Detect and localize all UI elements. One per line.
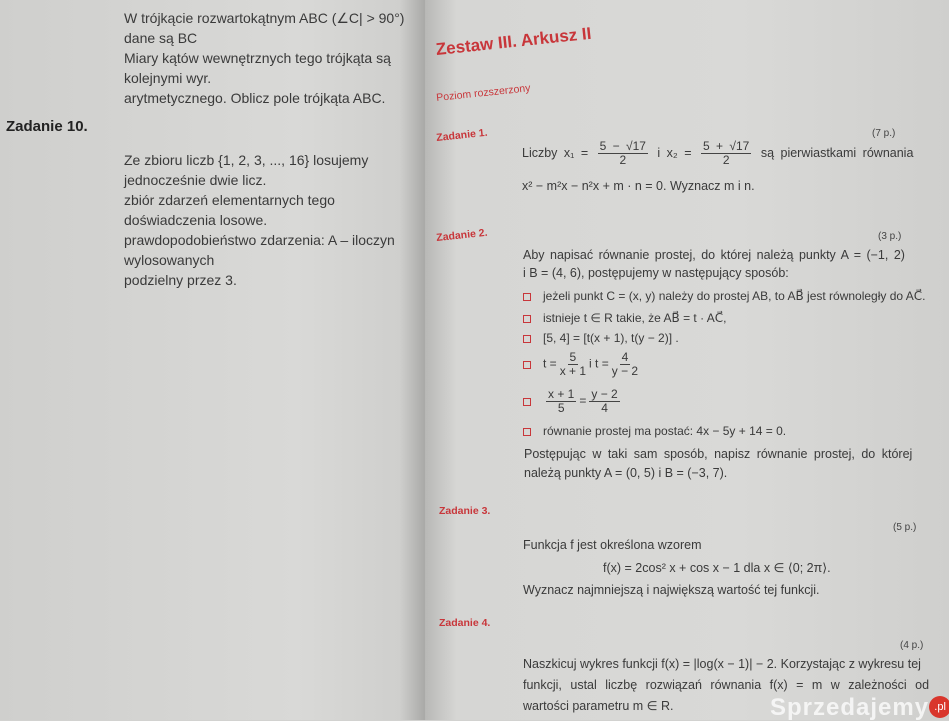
- text: są pierwiastkami równania: [760, 145, 914, 160]
- task3-formula: f(x) = 2cos² x + cos x − 1 dla x ∈ ⟨0; 2π⟩.: [603, 561, 831, 575]
- fraction: [560, 351, 586, 378]
- task3-points: (5 p.): [893, 522, 917, 533]
- numerator: 5 − √17: [599, 139, 646, 153]
- text: t =: [543, 356, 557, 371]
- task2-step: [523, 351, 641, 378]
- text: istnieje t ∈ R takie, że AB⃗ = t · AC⃗,: [543, 311, 727, 325]
- text: jeżeli punkt C = (x, y) należy do prostej AB, to AB⃗ jest równoległy do AC⃗.: [543, 289, 926, 303]
- task2-step: $\frac{x + 1}{5}$ = $\frac{y - 2}{4}$: [523, 388, 623, 415]
- task4-line: Naszkicuj wykres funkcji f(x) = |log(x − 1)| − 2. Korzystając z wykresu tej: [523, 657, 921, 671]
- task2-intro: i B = (4, 6), postępujemy w następujący sposób:: [523, 266, 789, 280]
- task10-line: zbiór zdarzeń elementarnych tego doświadczenia losowe.: [124, 192, 335, 228]
- task2-step: [523, 328, 679, 348]
- prev-task-line: arytmetycznego. Oblicz pole trójkąta ABC.: [124, 90, 386, 106]
- text: i t =: [589, 356, 609, 371]
- bullet-icon: [523, 398, 531, 406]
- denominator: y − 2: [611, 364, 639, 378]
- denominator: 5: [557, 401, 565, 415]
- section-title: Zestaw III. Arkusz II: [434, 23, 593, 60]
- watermark-badge: .pl: [929, 696, 949, 718]
- denominator: x + 1: [559, 364, 587, 378]
- numerator: x + 1: [548, 387, 575, 401]
- task3-line: Funkcja f jest określona wzorem: [523, 538, 702, 552]
- level-label: Poziom rozszerzony: [435, 82, 532, 104]
- text: Liczby x₁ =: [522, 145, 589, 160]
- task10-line: Ze zbioru liczb {1, 2, 3, ..., 16} losujemy jednocześnie dwie licz.: [124, 152, 369, 188]
- task4-points: (4 p.): [900, 640, 924, 651]
- task10-heading: Zadanie 10.: [6, 118, 88, 135]
- task2-step: [523, 308, 726, 328]
- task1-line2: x² − m²x − n²x + m · n = 0. Wyznacz m i n.: [522, 179, 755, 193]
- task10-line: prawdopodobieństwo zdarzenia: A – iloczyn wylosowanych: [124, 232, 395, 268]
- text: i x₂ =: [657, 145, 692, 160]
- prev-task-block: [124, 8, 414, 108]
- prev-task-line: Miary kątów wewnętrznych tego trójkąta są kolejnymi wyr.: [124, 50, 391, 86]
- fraction: [612, 351, 638, 378]
- task4-line: funkcji, ustal liczbę rozwiązań równania f(x) = m w zależności od: [523, 678, 930, 692]
- task4-heading: Zadanie 4.: [439, 617, 491, 629]
- bullet-icon: [523, 315, 531, 323]
- task2-outro: Postępując w taki sam sposób, napisz równanie prostej, do której: [524, 447, 913, 461]
- task10-line: podzielny przez 3.: [124, 272, 237, 288]
- fraction: [589, 388, 619, 415]
- task2-heading: Zadanie 2.: [435, 226, 489, 244]
- task1-heading: Zadanie 1.: [435, 126, 489, 144]
- numerator: y − 2: [591, 387, 618, 401]
- text: [5, 4] = [t(x + 1), t(y − 2)] .: [543, 331, 679, 345]
- numerator: 4: [621, 350, 629, 364]
- denominator: 4: [601, 401, 608, 415]
- task1-points: (7 p.): [872, 128, 896, 139]
- prev-task-line: W trójkącie rozwartokątnym ABC (∠C| > 90°) dane są BC: [124, 10, 405, 46]
- fraction: [546, 388, 576, 415]
- task2-points: (3 p.): [878, 231, 902, 242]
- task2-intro: Aby napisać równanie prostej, do której należą punkty A = (−1, 2): [523, 248, 905, 262]
- text: równanie prostej ma postać: 4x − 5y + 14 = 0.: [543, 424, 787, 438]
- task10-block: [124, 150, 414, 290]
- fraction: [701, 140, 751, 167]
- bullet-icon: [523, 361, 531, 369]
- denominator: 2: [619, 153, 627, 167]
- left-page: [0, 0, 425, 720]
- task2-step: [523, 286, 925, 306]
- fraction: [598, 140, 648, 167]
- watermark: [770, 696, 949, 720]
- bullet-icon: [523, 428, 531, 436]
- task3-heading: Zadanie 3.: [439, 505, 491, 517]
- watermark-text: Sprzedajemy: [770, 694, 930, 721]
- task1-line1: [522, 140, 913, 167]
- denominator: 2: [722, 153, 730, 167]
- bullet-icon: [523, 335, 531, 343]
- numerator: 5 + √17: [703, 139, 750, 153]
- bullet-icon: [523, 293, 531, 301]
- task2-step: [523, 421, 786, 441]
- task2-outro: należą punkty A = (0, 5) i B = (−3, 7).: [524, 466, 728, 480]
- numerator: 5: [569, 350, 577, 364]
- task3-line: Wyznacz najmniejszą i największą wartość tej funkcji.: [523, 583, 820, 597]
- right-page: [425, 0, 949, 720]
- task4-line: wartości parametru m ∈ R.: [523, 699, 674, 713]
